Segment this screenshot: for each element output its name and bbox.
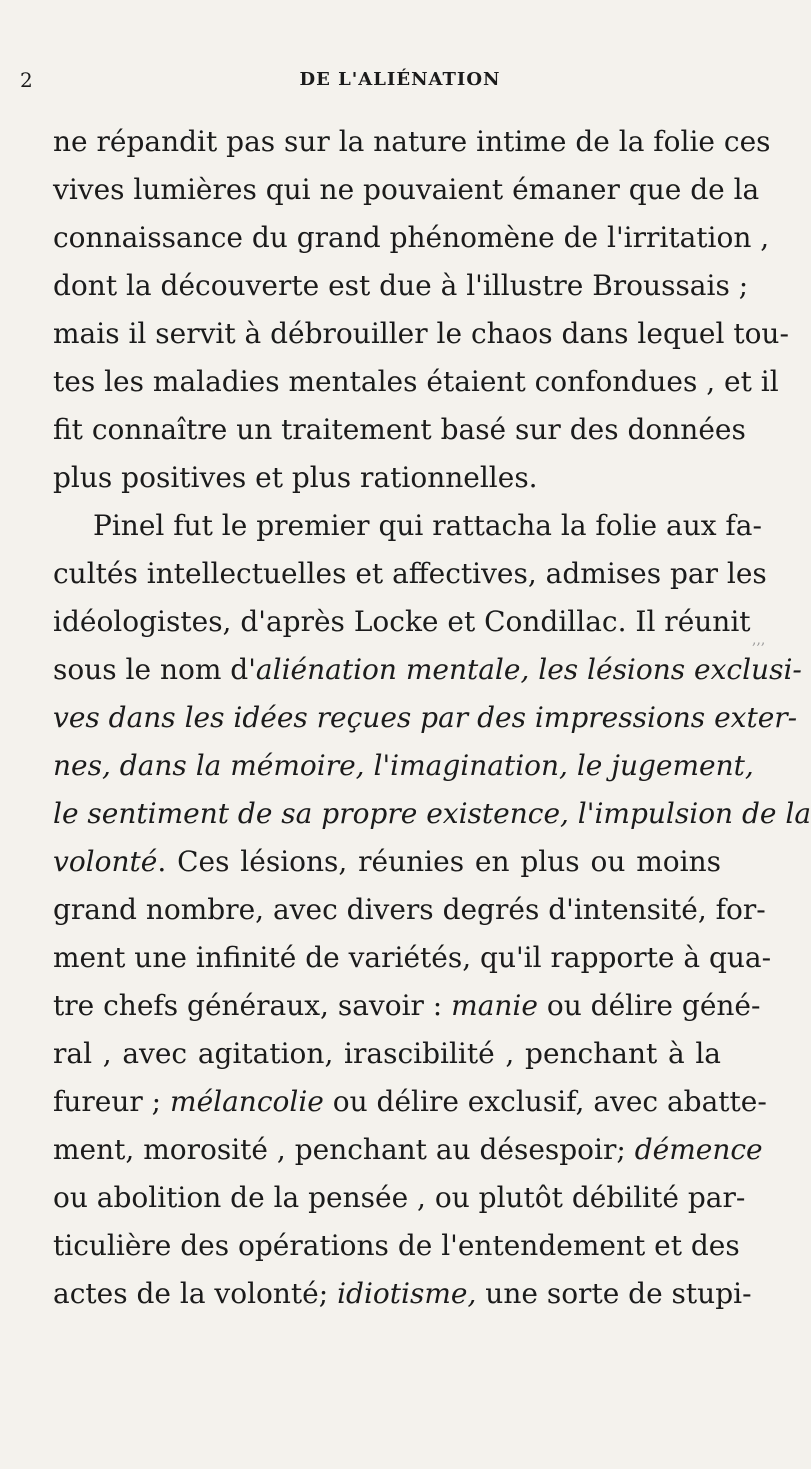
text-run: ral , avec agitation, irascibilité , penchant à la: [53, 1037, 721, 1070]
text-run: plus positives et plus rationnelles.: [53, 461, 538, 494]
text-line: [53, 310, 789, 358]
text-line: [53, 1078, 767, 1126]
text-run: ou délire exclusif, avec abatte-: [323, 1085, 767, 1118]
page-header: [0, 60, 800, 100]
text-run: une sorte de stupi-: [476, 1277, 752, 1310]
text-run: actes de la volonté;: [53, 1277, 338, 1310]
italic-text: volonté: [53, 845, 158, 878]
text-run: ou abolition de la pensée , ou plutôt débilité par-: [53, 1181, 746, 1214]
text-run: idéologistes, d'après Locke et Condillac. Il réunit: [53, 605, 751, 638]
text-line: [53, 886, 766, 934]
text-line: [53, 166, 760, 214]
text-line: [53, 598, 751, 646]
text-line: [53, 118, 771, 166]
page-number: 2: [20, 68, 33, 92]
text-run: cultés intellectuelles et affectives, admises par les: [53, 557, 767, 590]
text-line: [53, 742, 754, 790]
running-title: DE L'ALIÉNATION: [299, 69, 501, 90]
text-run: mais il servit à débrouiller le chaos dans lequel tou-: [53, 317, 789, 350]
text-run: ticulière des opérations de l'entendement et des: [53, 1229, 740, 1262]
text-line: [53, 1030, 721, 1078]
text-run: connaissance du grand phénomène de l'irritation ,: [53, 221, 770, 254]
text-line: [53, 982, 761, 1030]
text-line: [53, 214, 770, 262]
text-line: [53, 1222, 740, 1270]
text-line: [53, 454, 721, 502]
text-run: grand nombre, avec divers degrés d'intensité, for-: [53, 893, 766, 926]
text-line: [53, 646, 802, 694]
text-line: [53, 934, 772, 982]
text-run: tes les maladies mentales étaient confondues , et il: [53, 365, 779, 398]
text-run: Pinel fut le premier qui rattacha la folie aux fa-: [93, 509, 762, 542]
text-line: [53, 790, 811, 838]
text-run: ment une infinité de variétés, qu'il rapporte à qua-: [53, 941, 772, 974]
text-line: [53, 1270, 752, 1318]
text-line: [53, 262, 749, 310]
text-run: ou délire géné-: [537, 989, 761, 1022]
italic-text: idiotisme,: [337, 1277, 477, 1310]
text-run: ment, morosité , penchant au désespoir;: [53, 1133, 635, 1166]
text-run: dont la découverte est due à l'illustre Broussais ;: [53, 269, 749, 302]
text-line: [53, 1126, 763, 1174]
italic-text: aliénation mentale, les lésions exclusi-: [255, 653, 802, 686]
italic-text: mélancolie: [170, 1085, 324, 1118]
italic-text: manie: [451, 989, 538, 1022]
text-run: fureur ;: [53, 1085, 171, 1118]
text-line: [53, 550, 767, 598]
text-run: vives lumières qui ne pouvaient émaner que de la: [53, 173, 760, 206]
italic-text: nes, dans la mémoire, l'imagination, le jugement,: [53, 749, 754, 782]
body-text: [53, 118, 811, 1318]
text-line: [53, 1174, 746, 1222]
text-line: [53, 838, 721, 886]
text-run: sous le nom d': [53, 653, 256, 686]
text-line: [53, 502, 762, 550]
text-line: [53, 406, 746, 454]
text-run: . Ces lésions, réunies en plus ou moins: [157, 845, 721, 878]
text-run: fit connaître un traitement basé sur des données: [53, 413, 746, 446]
margin-pencil-mark: ,,,: [752, 632, 766, 648]
text-line: [53, 358, 779, 406]
italic-text: démence: [634, 1133, 763, 1166]
italic-text: ves dans les idées reçues par des impressions exter-: [53, 701, 798, 734]
text-line: [53, 694, 798, 742]
text-run: tre chefs généraux, savoir :: [53, 989, 452, 1022]
italic-text: le sentiment de sa propre existence, l'impulsion de la: [53, 797, 811, 830]
text-run: ne répandit pas sur la nature intime de la folie ces: [53, 125, 771, 158]
